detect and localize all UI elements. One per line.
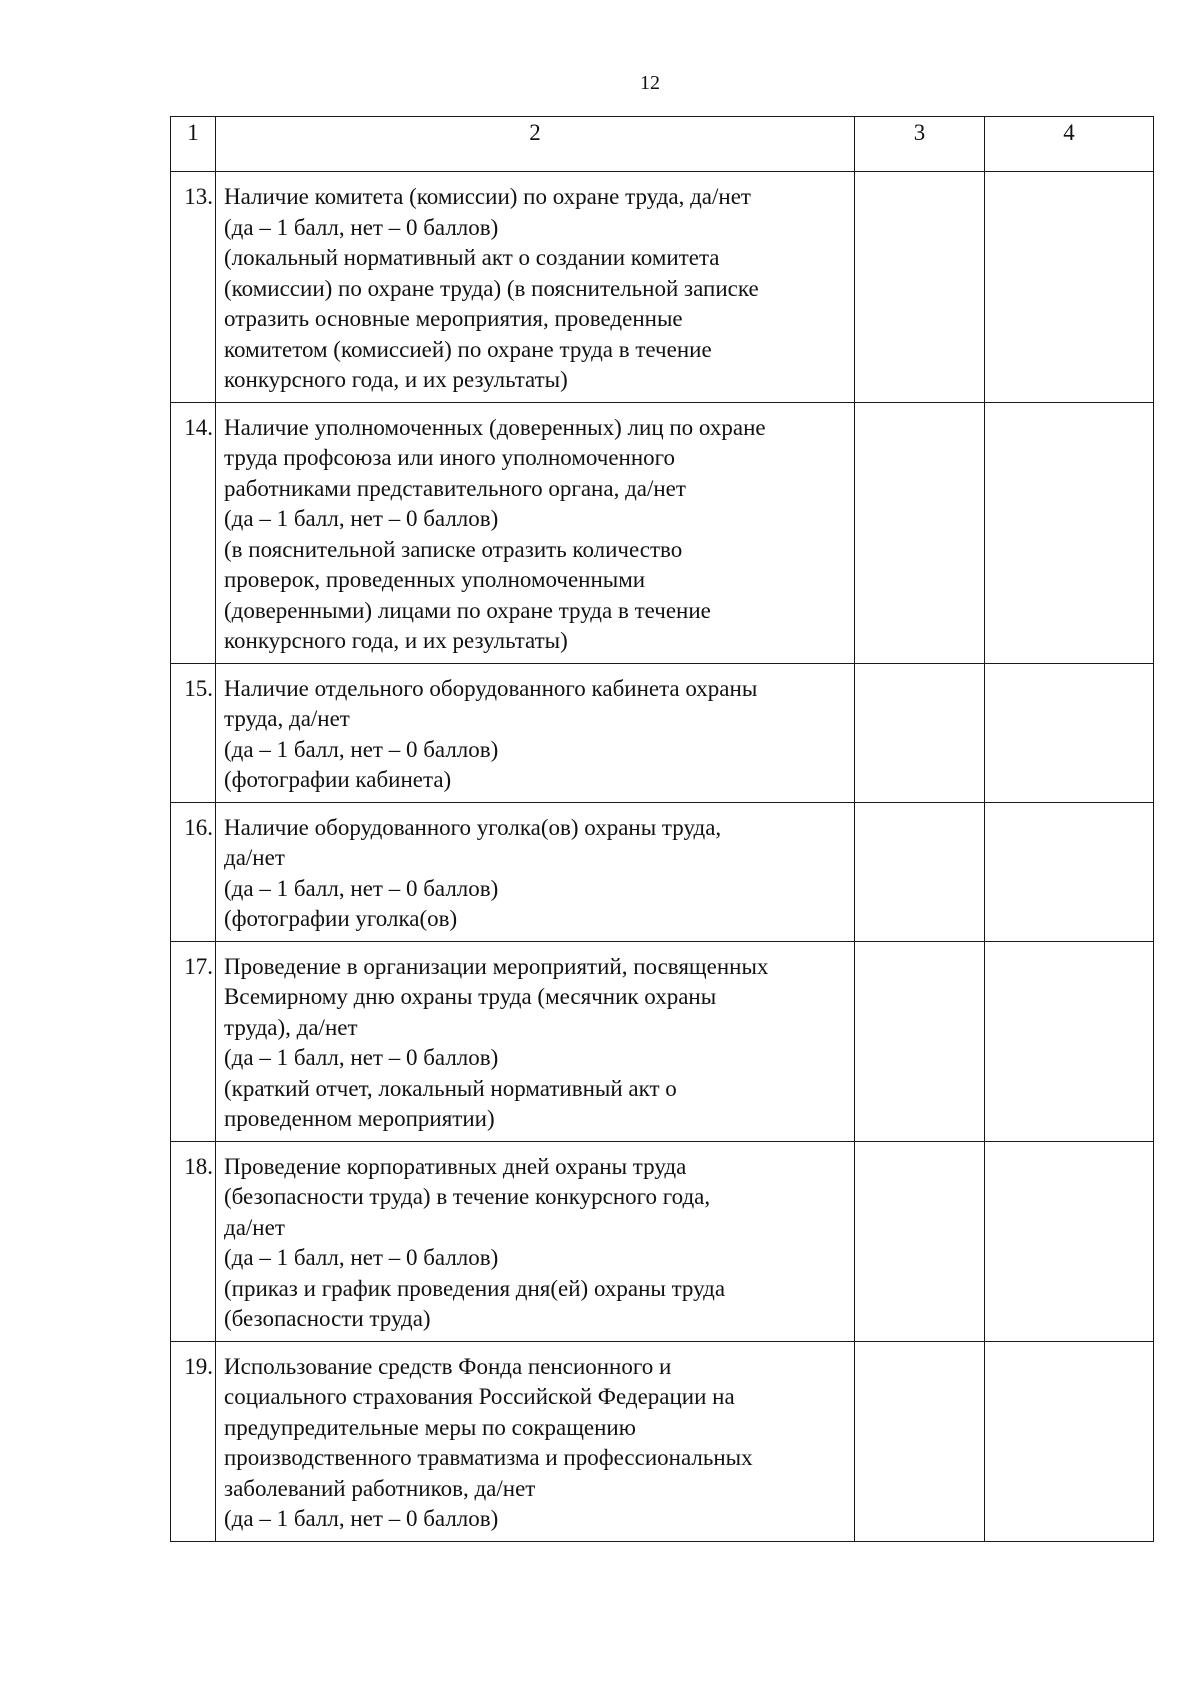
column-3-cell: [855, 663, 985, 802]
criterion-text-line: (да – 1 балл, нет – 0 баллов): [224, 1506, 499, 1531]
table-row: [171, 941, 1154, 1141]
row-number: 19.: [171, 1341, 216, 1541]
column-4-cell: [985, 941, 1154, 1141]
column-header-1: 1: [171, 117, 216, 172]
criterion-description: [216, 172, 855, 403]
criterion-text-line: Проведение корпоративных дней охраны труда: [224, 1153, 687, 1179]
column-4-cell: [985, 172, 1154, 403]
criteria-table: [170, 116, 1154, 1542]
criterion-text-line: (да – 1 балл, нет – 0 баллов): [224, 736, 499, 762]
criterion-text-line: конкурсного года, и их результаты): [224, 628, 568, 653]
criterion-text-line: заболеваний работников, да/нет: [224, 1475, 536, 1501]
table-header-row: [171, 117, 1154, 172]
criterion-text-line: (да – 1 балл, нет – 0 баллов): [224, 875, 499, 901]
column-header-3: 3: [855, 117, 985, 172]
criterion-text-line: Всемирному дню охраны труда (месячник охраны: [224, 984, 717, 1009]
criterion-text-line: проверок, проведенных уполномоченными: [224, 567, 646, 592]
table-row: [171, 802, 1154, 941]
table-row: [171, 1141, 1154, 1341]
criterion-text-line: (да – 1 балл, нет – 0 баллов): [224, 506, 499, 531]
criterion-text-line: (безопасности труда) в течение конкурсного года,: [224, 1184, 711, 1209]
criterion-description: [216, 1141, 855, 1341]
criterion-text-line: (фотографии кабинета): [224, 767, 452, 792]
table-row: [171, 402, 1154, 663]
row-number: 17.: [171, 941, 216, 1141]
row-number: 16.: [171, 802, 216, 941]
row-number: 15.: [171, 663, 216, 802]
criterion-description: [216, 663, 855, 802]
criterion-text-line: конкурсного года, и их результаты): [224, 367, 568, 392]
criterion-text-line: (фотографии уголка(ов): [224, 906, 458, 931]
column-4-cell: [985, 802, 1154, 941]
criterion-description: [216, 1341, 855, 1541]
page-number: 12: [640, 72, 660, 94]
column-3-cell: [855, 1341, 985, 1541]
criterion-description: [216, 941, 855, 1141]
column-4-cell: [985, 1341, 1154, 1541]
criterion-text-line: труда профсоюза или иного уполномоченного: [224, 445, 676, 470]
row-number: 14.: [171, 402, 216, 663]
criterion-text-line: социального страхования Российской Федерации на: [224, 1384, 735, 1409]
column-3-cell: [855, 172, 985, 403]
column-3-cell: [855, 402, 985, 663]
criterion-text-line: работниками представительного органа, да/нет: [224, 475, 686, 501]
criterion-text-line: (краткий отчет, локальный нормативный акт о: [224, 1075, 677, 1101]
criterion-text-line: (да – 1 балл, нет – 0 баллов): [224, 1045, 499, 1070]
table-row: [171, 172, 1154, 403]
criterion-text-line: комитетом (комиссией) по охране труда в течение: [224, 336, 712, 362]
criterion-text-line: предупредительные меры по сокращению: [224, 1414, 636, 1440]
criterion-text-line: (в пояснительной записке отразить количество: [224, 536, 683, 562]
column-4-cell: [985, 1141, 1154, 1341]
column-header-2: 2: [216, 117, 855, 172]
criterion-text-line: (локальный нормативный акт о создании комитета: [224, 245, 720, 270]
criterion-text-line: Использование средств Фонда пенсионного и: [224, 1353, 672, 1379]
criterion-text-line: проведенном мероприятии): [224, 1106, 495, 1131]
column-3-cell: [855, 802, 985, 941]
criterion-text-line: (да – 1 балл, нет – 0 баллов): [224, 1245, 499, 1270]
criterion-text-line: производственного травматизма и профессиональных: [224, 1445, 753, 1470]
criterion-text-line: (комиссии) по охране труда) (в пояснительной записке: [224, 275, 759, 301]
criterion-text-line: Проведение в организации мероприятий, посвященных: [224, 953, 769, 979]
column-3-cell: [855, 1141, 985, 1341]
criterion-text-line: Наличие отдельного оборудованного кабинета охраны: [224, 675, 758, 701]
criterion-text-line: (приказ и график проведения дня(ей) охраны труда: [224, 1275, 726, 1301]
row-number: 13.: [171, 172, 216, 403]
criterion-text-line: да/нет: [224, 1214, 285, 1240]
criterion-text-line: Наличие уполномоченных (доверенных) лиц по охране: [224, 414, 766, 440]
criterion-description: [216, 402, 855, 663]
criterion-text-line: отразить основные мероприятия, проведенные: [224, 306, 683, 331]
table-row: [171, 663, 1154, 802]
column-header-4: 4: [985, 117, 1154, 172]
criterion-text-line: Наличие комитета (комиссии) по охране труда, да/нет: [224, 184, 751, 209]
column-4-cell: [985, 402, 1154, 663]
column-3-cell: [855, 941, 985, 1141]
criterion-text-line: Наличие оборудованного уголка(ов) охраны труда,: [224, 814, 722, 840]
row-number: 18.: [171, 1141, 216, 1341]
criterion-text-line: (да – 1 балл, нет – 0 баллов): [224, 214, 499, 240]
criterion-text-line: труда, да/нет: [224, 706, 350, 731]
criterion-text-line: труда), да/нет: [224, 1014, 358, 1040]
criterion-text-line: (безопасности труда): [224, 1306, 431, 1331]
criterion-text-line: (доверенными) лицами по охране труда в течение: [224, 597, 711, 623]
column-4-cell: [985, 663, 1154, 802]
criterion-text-line: да/нет: [224, 845, 285, 870]
criterion-description: [216, 802, 855, 941]
table-row: [171, 1341, 1154, 1541]
